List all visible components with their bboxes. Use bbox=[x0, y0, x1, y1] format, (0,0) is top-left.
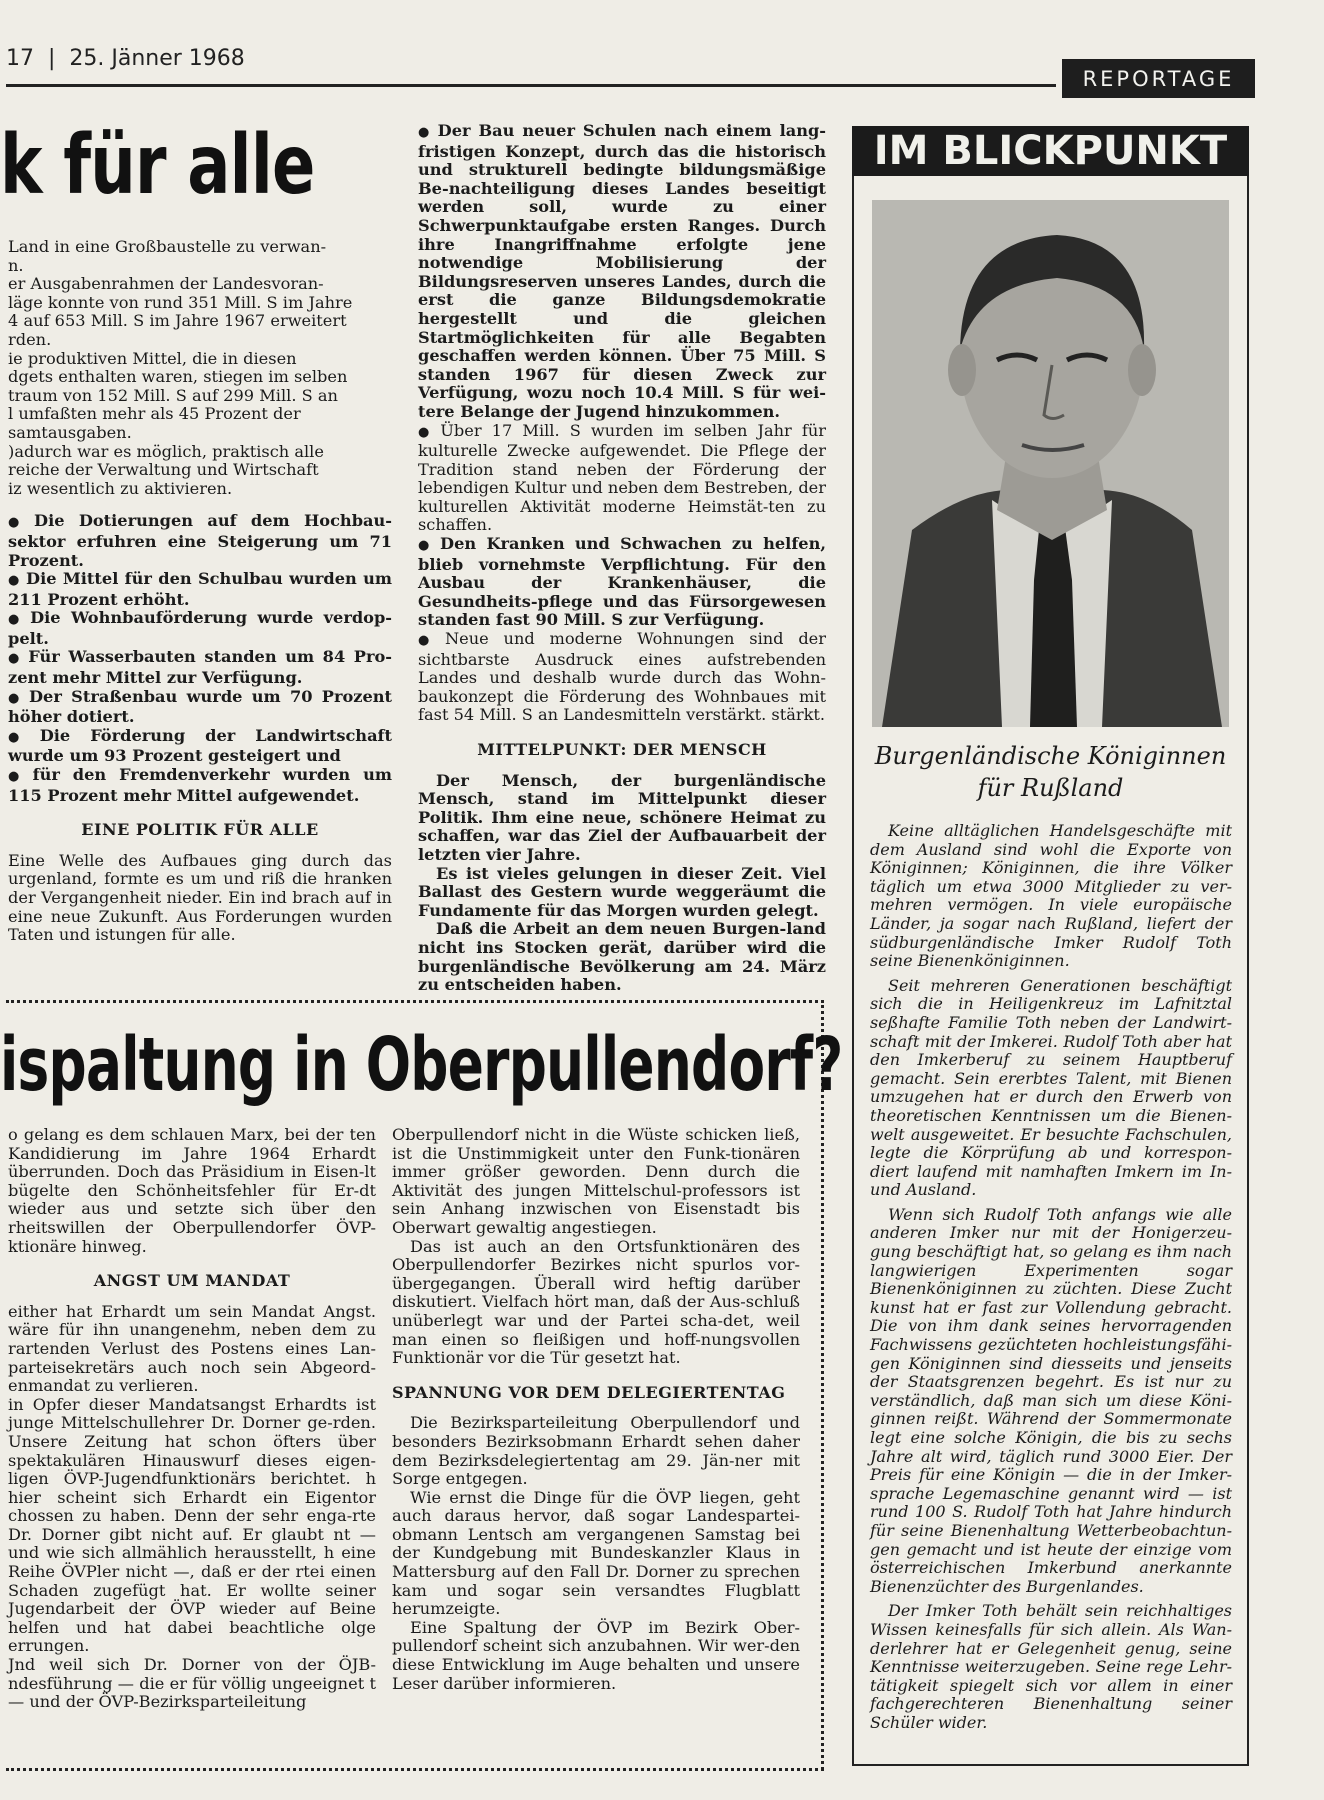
article2-paragraph: either hat Erhardt um sein Mandat Angst. wäre für ihn unangenehm, neben dem zu rartenden Verlust des Postens eines Lan-parteisekretärs auch noch sein Abgeord-enmandat zu verlieren. bbox=[8, 1301, 376, 1396]
sidebar-paragraph: Keine alltäglichen Handelsgeschäfte mit dem Ausland sind wohl die Exporte von Königinnen; Königinnen, die ihre Völker täglich um etwa 3000 Mitglieder zu ver-mehren vermögen. In viele europäische Länder, ja sogar nach Rußland, liefert der südburgenländische Imker Rudolf Toth seine Bienenköniginnen. bbox=[870, 821, 1232, 971]
list-item: ● Die Wohnbauförderung wurde verdop-pelt. bbox=[8, 609, 392, 648]
article1-paragraph: Eine Welle des Aufbaues ging durch das urgenland, formte es um und riß die hranken der Vergangenheit nieder. Ein ind brach auf in eine neue Zukunft. Aus Forderungen wurden Taten und istungen für alle. bbox=[8, 850, 392, 945]
text-line: n. bbox=[8, 255, 24, 275]
article2-paragraph: Das ist auch an den Ortsfunktionären des Oberpullendorfer Bezirkes nicht spurlos vor-übergegangen. Überall wird heftig darüber diskutiert. Vielfach hört man, daß der Aus-schluß unüberlegt war und der Partei scha-det, weil man einen so fleißigen und hoff-nungsvollen Funktionär vor die Tür gesetzt hat. bbox=[392, 1236, 800, 1368]
sidebar-paragraph: Wenn sich Rudolf Toth anfangs wie alle anderen Imker nur mit der Honigerzeu-gung beschäftigt hat, so gelang es ihm nach langwierigen Experimenten sogar Bienenköniginnen zu züchten. Diese Zucht kunst hat er fast zur Vollendung gebracht. Die von ihm dank seines hervorragenden Fachwissens gezüchteten hochleistungsfähi-gen Königinnen sind diesseits und jenseits der Staatsgrenzen begehrt. Es ist nur zu verständlich, daß man sich um diese Köni-ginnen reißt. Während der Sommermonate legt eine solche Königin, die bis zu sechs Jahre alt wird, täglich rund 3000 Eier. Der Preis für eine Königin — die in der Imker-sprache Legemaschine genannt wird — ist rund 100 S. Rudolf Toth hat Jahre hindurch für seine Bienenhaltung Wetterbeobachtun-gen gemacht und ist heute der einzige vom österreichischen Imkerbund anerkannte Bienenzüchter des Burgenlandes. bbox=[870, 1204, 1232, 1596]
caption-line: Burgenländische Königinnen bbox=[874, 742, 1227, 770]
text-line: läge konnte von rund 351 Mill. S im Jahre bbox=[8, 292, 353, 312]
list-item: ● für den Fremdenverkehr wurden um 115 Prozent mehr Mittel aufgewendet. bbox=[8, 766, 392, 805]
article1-headline: k für alle bbox=[0, 118, 315, 213]
text-line: reiche der Verwaltung und Wirtschaft bbox=[8, 460, 319, 480]
article2-paragraph: Jnd weil sich Dr. Dorner von der ÖJB-ndesführung — die er für völlig ungeeignet t — und der ÖVP-Bezirksparteileitung bbox=[8, 1655, 376, 1712]
text-line: iz wesentlich zu aktivieren. bbox=[8, 478, 233, 498]
article2-paragraph: Die Bezirksparteileitung Oberpullendorf und besonders Bezirksobmann Erhardt sehen daher dem Bezirksdelegiertentag am 29. Jän-ner mit Sorge entgegen. bbox=[392, 1413, 800, 1489]
text-line: traum von 152 Mill. S auf 299 Mill. S an bbox=[8, 385, 338, 405]
sidebar-paragraph: Der Imker Toth behält sein reichhaltiges Wissen keinesfalls für sich allein. Als Wan-derlehrer hat er Gelegenheit genug, seine Kenntnisse weiterzugeben. Seine rege Lehr-tätigkeit spiegelt sich vor allem in einer fachgerechteren Bienenhaltung seiner Schüler wider. bbox=[870, 1601, 1232, 1732]
sidebar-paragraph: Seit mehreren Generationen beschäftigt sich die in Heiligenkreuz im Lafnitztal seßhafte Familie Toth neben der Landwirt-schaft mit der Imkerei. Rudolf Toth aber hat den Imkerberuf zu seinem Hauptberuf gemacht. Sein ererbtes Talent, mit Bienen umzugehen hat er durch den Erwerb von theoretischen Kenntnissen um die Bienen-welt ausgeweitet. Er besuchte Fachschulen, legte die Körprüfung ab und korrespon-diert laufend mit namhaften Imkern im In- und Ausland. bbox=[870, 975, 1232, 1200]
article1-column-1 bbox=[8, 238, 392, 945]
photo-caption bbox=[862, 740, 1239, 804]
article2-subheading-1: ANGST UM MANDAT bbox=[93, 1271, 291, 1291]
article1-paragraph: Der Mensch, der burgenländische Mensch, stand im Mittelpunkt dieser Politik. Ihm eine neue, schönere Heimat zu schaffen, war das Ziel der Aufbauarbeit der letzten vier Jahre. bbox=[418, 770, 826, 864]
article2-frame-top bbox=[6, 1000, 824, 1003]
header-rule bbox=[6, 84, 1056, 87]
article1-subheading-1: EINE POLITIK FÜR ALLE bbox=[81, 820, 319, 840]
article1-paragraph: ● Neue und moderne Wohnungen sind der sichtbarste Ausdruck eines aufstrebenden Landes und deshalb wurde durch das Wohn-baukonzept die Förderung des Wohnbaues mit fast 54 Mill. S an Landesmitteln verstärkt. stärkt. bbox=[418, 630, 826, 725]
article1-paragraph: Es ist vieles gelungen in dieser Zeit. Viel Ballast des Gestern wurde weggeräumt die Fundamente für das Morgen wurden gelegt. bbox=[418, 863, 826, 920]
article2-headline: ispaltung in Oberpullendorf? bbox=[0, 1022, 843, 1108]
article2-paragraph: Oberpullendorf nicht in die Wüste schicken ließ, ist die Unstimmigkeit unter den Funk-tionären immer größer geworden. Denn durch die Aktivität des jungen Mittelschul-professors ist sein Anhang inzwischen von Eisenstadt bis Oberwart gewaltig angestiegen. bbox=[392, 1125, 800, 1237]
page-number-date: 17 | 25. Jänner 1968 bbox=[6, 46, 245, 71]
text-line: dgets enthalten waren, stiegen im selben bbox=[8, 367, 348, 387]
article1-subheading-2: MITTELPUNKT: DER MENSCH bbox=[477, 740, 767, 759]
text-line: 4 auf 653 Mill. S im Jahre 1967 erweitert bbox=[8, 311, 347, 331]
list-item: ● Der Straßenbau wurde um 70 Prozent höher dotiert. bbox=[8, 688, 392, 727]
text-line: Land in eine Großbaustelle zu verwan- bbox=[8, 237, 327, 256]
portrait-illustration-icon bbox=[872, 200, 1229, 727]
article1-paragraph: ● Den Kranken und Schwachen zu helfen, blieb vornehmste Verpflichtung. Für den Ausbau der Krankenhäuser, die Gesundheits-pflege und das Fürsorgewesen standen fast 90 Mill. S zur Verfügung. bbox=[418, 535, 826, 630]
text-line: samtausgaben. bbox=[8, 422, 132, 442]
article1-intro bbox=[8, 238, 392, 275]
article1-paragraph: Daß die Arbeit an dem neuen Burgen-land nicht ins Stocken gerät, darüber wird die burgenländische Bevölkerung am 24. März zu entscheiden haben. bbox=[418, 919, 826, 995]
article2-paragraph: Eine Spaltung der ÖVP im Bezirk Ober-pullendorf scheint sich anzubahnen. Wir wer-den diese Entwicklung im Auge behalten und unsere Leser darüber informieren. bbox=[392, 1617, 800, 1693]
article1-column-2 bbox=[418, 122, 826, 995]
article1-paragraph: ● Der Bau neuer Schulen nach einem lang-fristigen Konzept, durch das die historisch und strukturell bedingte bildungsmäßige Be-nachteiligung dieses Landes beseitigt werden soll, wurde zu einer Schwerpunktaufgabe ersten Ranges. Durch ihre Inangriffnahme erfolgte jene notwendige Mobilisierung der Bildungsreserven unseres Landes, durch die erst die ganze Bildungsdemokratie hergestellt und die gleichen Startmöglichkeiten für alle Begabten geschaffen werden können. Über 75 Mill. S standen 1967 für diesen Zweck zur Verfügung, wozu noch 10.4 Mill. S für wei-tere Belange der Jugend hinzukommen. bbox=[418, 122, 826, 422]
article2-column-2 bbox=[392, 1126, 800, 1693]
article1-paragraph: ● Über 17 Mill. S wurden im selben Jahr für kulturelle Zwecke aufgewendet. Die Pflege der Tradition stand neben der Förderung der lebendigen Kultur und neben dem Bestreben, der kulturellen Aktivität moderne Heimstät-ten zu schaffen. bbox=[418, 422, 826, 536]
list-item: ● Die Förderung der Landwirtschaft wurde um 93 Prozent gesteigert und bbox=[8, 727, 392, 766]
article2-paragraph: in Opfer dieser Mandatsangst Erhardts ist junge Mittelschullehrer Dr. Dorner ge-rden. Unsere Zeitung hat schon öfters über spektakulären Hinauswurf dieses eigen-ligen ÖVP-Jugendfunktionärs berichtet. h hier scheint sich Erhardt ein Eigentor chossen zu haben. Denn der sehr enga-rte Dr. Dorner gibt nicht auf. Er glaubt nt — und wie sich allmählich herausstellt, h eine Reihe ÖVPler nicht —, daß er der rtei einen Schaden zugefügt hat. Er wollte seiner Jugendarbeit der ÖVP wieder auf Beine helfen und hat dabei beachtliche olge errungen. bbox=[8, 1394, 376, 1656]
sidebar-title: IM BLICKPUNKT bbox=[852, 126, 1249, 176]
article1-intro-body bbox=[8, 275, 392, 498]
text-line: er Ausgabenrahmen der Landesvoran- bbox=[8, 274, 324, 294]
text-line: )adurch war es möglich, praktisch alle bbox=[8, 441, 324, 461]
article2-paragraph: o gelang es dem schlauen Marx, bei der ten Kandidierung im Jahre 1964 Erhardt überrunden. Doch das Präsidium in Eisen-lt bügelte den Schönheitsfehler für Er-dt wieder aus und setzte sich über den rheitswillen der Oberpullendorfer ÖVP-ktionäre hinweg. bbox=[8, 1125, 376, 1256]
section-label: REPORTAGE bbox=[1062, 59, 1255, 98]
text-line: l umfaßten mehr als 45 Prozent der bbox=[8, 404, 301, 424]
article2-column-1 bbox=[8, 1126, 376, 1712]
article2-frame-bottom bbox=[6, 1768, 824, 1771]
sidebar-article bbox=[870, 822, 1232, 1739]
article2-paragraph: Wie ernst die Dinge für die ÖVP liegen, geht auch daraus hervor, daß sogar Landespartei-obmann Lentsch am vergangenen Samstag bei der Kundgebung mit Bundeskanzler Klaus in Mattersburg auf den Fall Dr. Dorner zu sprechen kam und sogar sein versandtes Flugblatt herumzeigte. bbox=[392, 1487, 800, 1619]
list-item: ● Für Wasserbauten standen um 84 Pro-zent mehr Mittel zur Verfügung. bbox=[8, 648, 392, 687]
article2-subheading-2: SPANNUNG VOR DEM DELEGIERTENTAG bbox=[392, 1382, 786, 1402]
text-line: ie produktiven Mittel, die in diesen bbox=[8, 348, 297, 368]
list-item: ● Die Mittel für den Schulbau wurden um 211 Prozent erhöht. bbox=[8, 570, 392, 609]
caption-line: für Rußland bbox=[977, 774, 1124, 802]
article2-frame-right bbox=[821, 1000, 824, 1770]
text-line: rden. bbox=[8, 329, 52, 349]
list-item: ● Die Dotierungen auf dem Hochbau-sektor erfuhren eine Steigerung um 71 Prozent. bbox=[8, 512, 392, 570]
portrait-photo bbox=[872, 200, 1229, 727]
